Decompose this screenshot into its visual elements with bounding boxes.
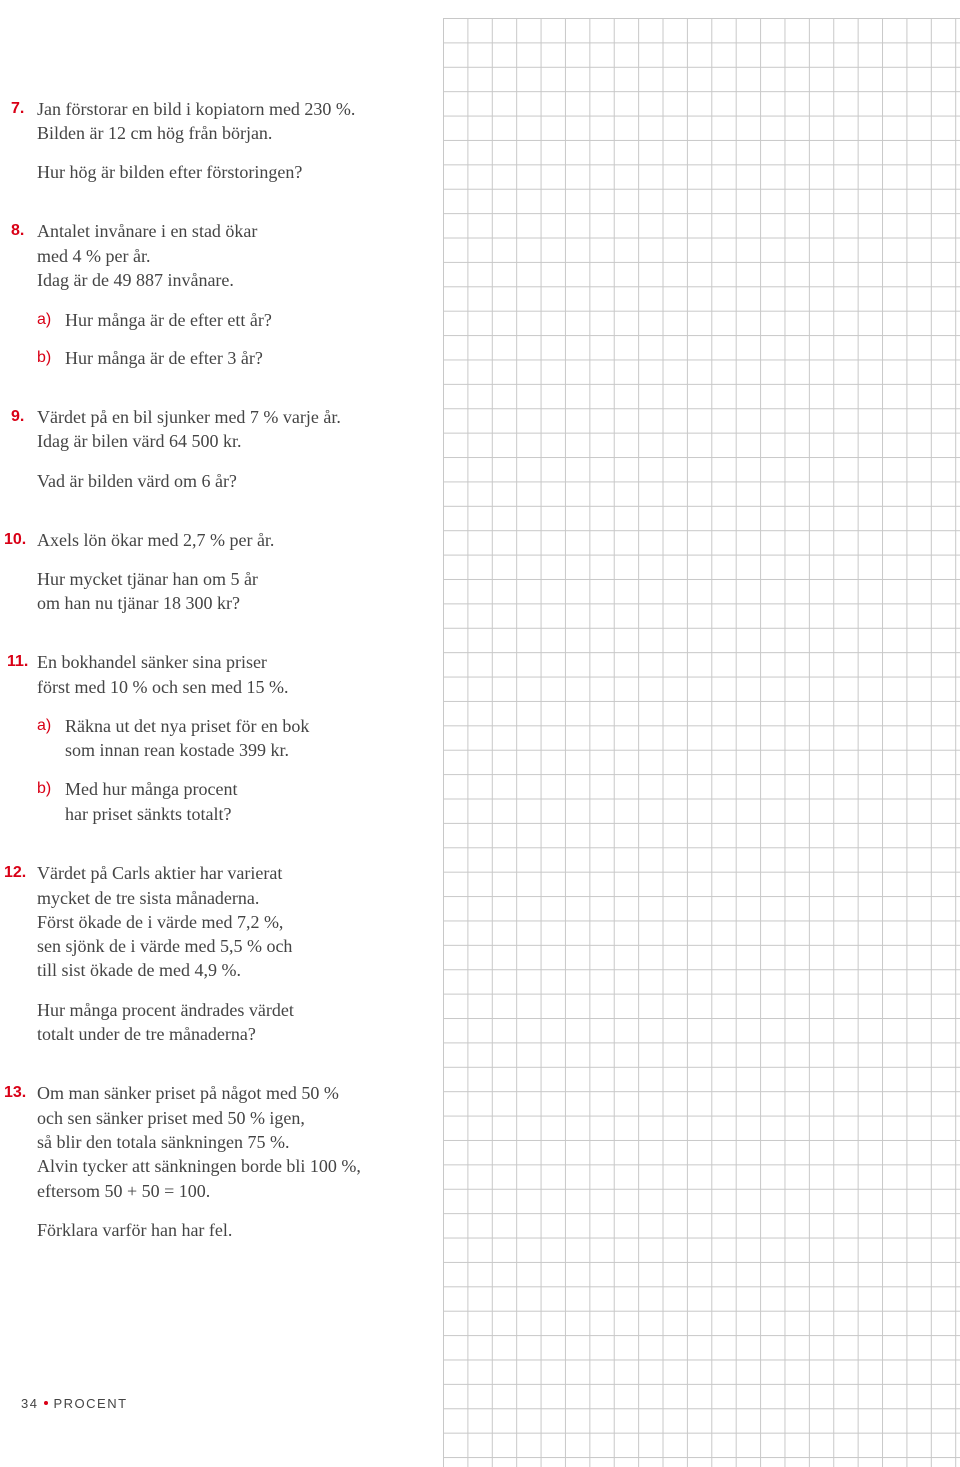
subquestion-text-b: har priset sänkts totalt?: [65, 804, 232, 824]
page-number: 34: [21, 1396, 39, 1411]
problem-question: Hur hög är bilden efter förstoringen?: [37, 162, 303, 182]
problem-question: Hur många procent ändrades värdet: [37, 1000, 294, 1020]
problem-number: 13.: [4, 1084, 27, 1101]
subquestion-label-b: b): [37, 349, 52, 366]
problem-text: med 4 % per år.: [37, 246, 151, 266]
subquestion-text-b: Med hur många procent: [65, 779, 238, 799]
bullet-dot-icon: [44, 1401, 48, 1405]
problem-text: Axels lön ökar med 2,7 % per år.: [37, 530, 275, 550]
problem-text: till sist ökade de med 4,9 %.: [37, 960, 241, 980]
subquestion-text-b: Hur många är de efter 3 år?: [65, 348, 263, 368]
problem-text: först med 10 % och sen med 15 %.: [37, 677, 289, 697]
problem-text: Bilden är 12 cm hög från början.: [37, 123, 273, 143]
problem-text: Värdet på Carls aktier har varierat: [37, 863, 283, 883]
problem-text: Först ökade de i värde med 7,2 %,: [37, 912, 284, 932]
problem-text: Om man sänker priset på något med 50 %: [37, 1083, 339, 1103]
answer-grid: [443, 18, 960, 1467]
problem-number: 8.: [11, 222, 25, 239]
problem-number: 11.: [7, 653, 29, 670]
subquestion-text-a: som innan rean kostade 399 kr.: [65, 740, 289, 760]
problem-question: Vad är bilden värd om 6 år?: [37, 471, 237, 491]
problem-text: sen sjönk de i värde med 5,5 % och: [37, 936, 293, 956]
subquestion-label-a: a): [37, 717, 52, 734]
page-footer: [21, 1396, 128, 1411]
subquestion-text-a: Hur många är de efter ett år?: [65, 310, 272, 330]
problem-text: Alvin tycker att sänkningen borde bli 100 %,: [37, 1156, 361, 1176]
problem-question: Hur mycket tjänar han om 5 år: [37, 569, 258, 589]
subquestion-label-a: a): [37, 311, 52, 328]
problem-text: Idag är de 49 887 invånare.: [37, 270, 234, 290]
problem-text: Värdet på en bil sjunker med 7 % varje år.: [37, 407, 341, 427]
subquestion-text-a: Räkna ut det nya priset för en bok: [65, 716, 310, 736]
problem-text: Idag är bilen värd 64 500 kr.: [37, 431, 242, 451]
problem-text: så blir den totala sänkningen 75 %.: [37, 1132, 290, 1152]
problem-number: 9.: [11, 408, 25, 425]
problem-text: eftersom 50 + 50 = 100.: [37, 1181, 211, 1201]
problem-text: och sen sänker priset med 50 % igen,: [37, 1108, 305, 1128]
problem-text: mycket de tre sista månaderna.: [37, 888, 260, 908]
problem-question: Förklara varför han har fel.: [37, 1220, 233, 1240]
section-title: PROCENT: [53, 1396, 128, 1411]
problem-question: totalt under de tre månaderna?: [37, 1024, 256, 1044]
problem-number: 7.: [11, 100, 25, 117]
subquestion-label-b: b): [37, 780, 52, 797]
problem-number: 10.: [4, 531, 27, 548]
problem-text: Antalet invånare i en stad ökar: [37, 221, 258, 241]
problem-number: 12.: [4, 864, 27, 881]
problem-text: En bokhandel sänker sina priser: [37, 652, 267, 672]
problem-text: Jan förstorar en bild i kopiatorn med 230 %.: [37, 99, 356, 119]
problem-question: om han nu tjänar 18 300 kr?: [37, 593, 240, 613]
